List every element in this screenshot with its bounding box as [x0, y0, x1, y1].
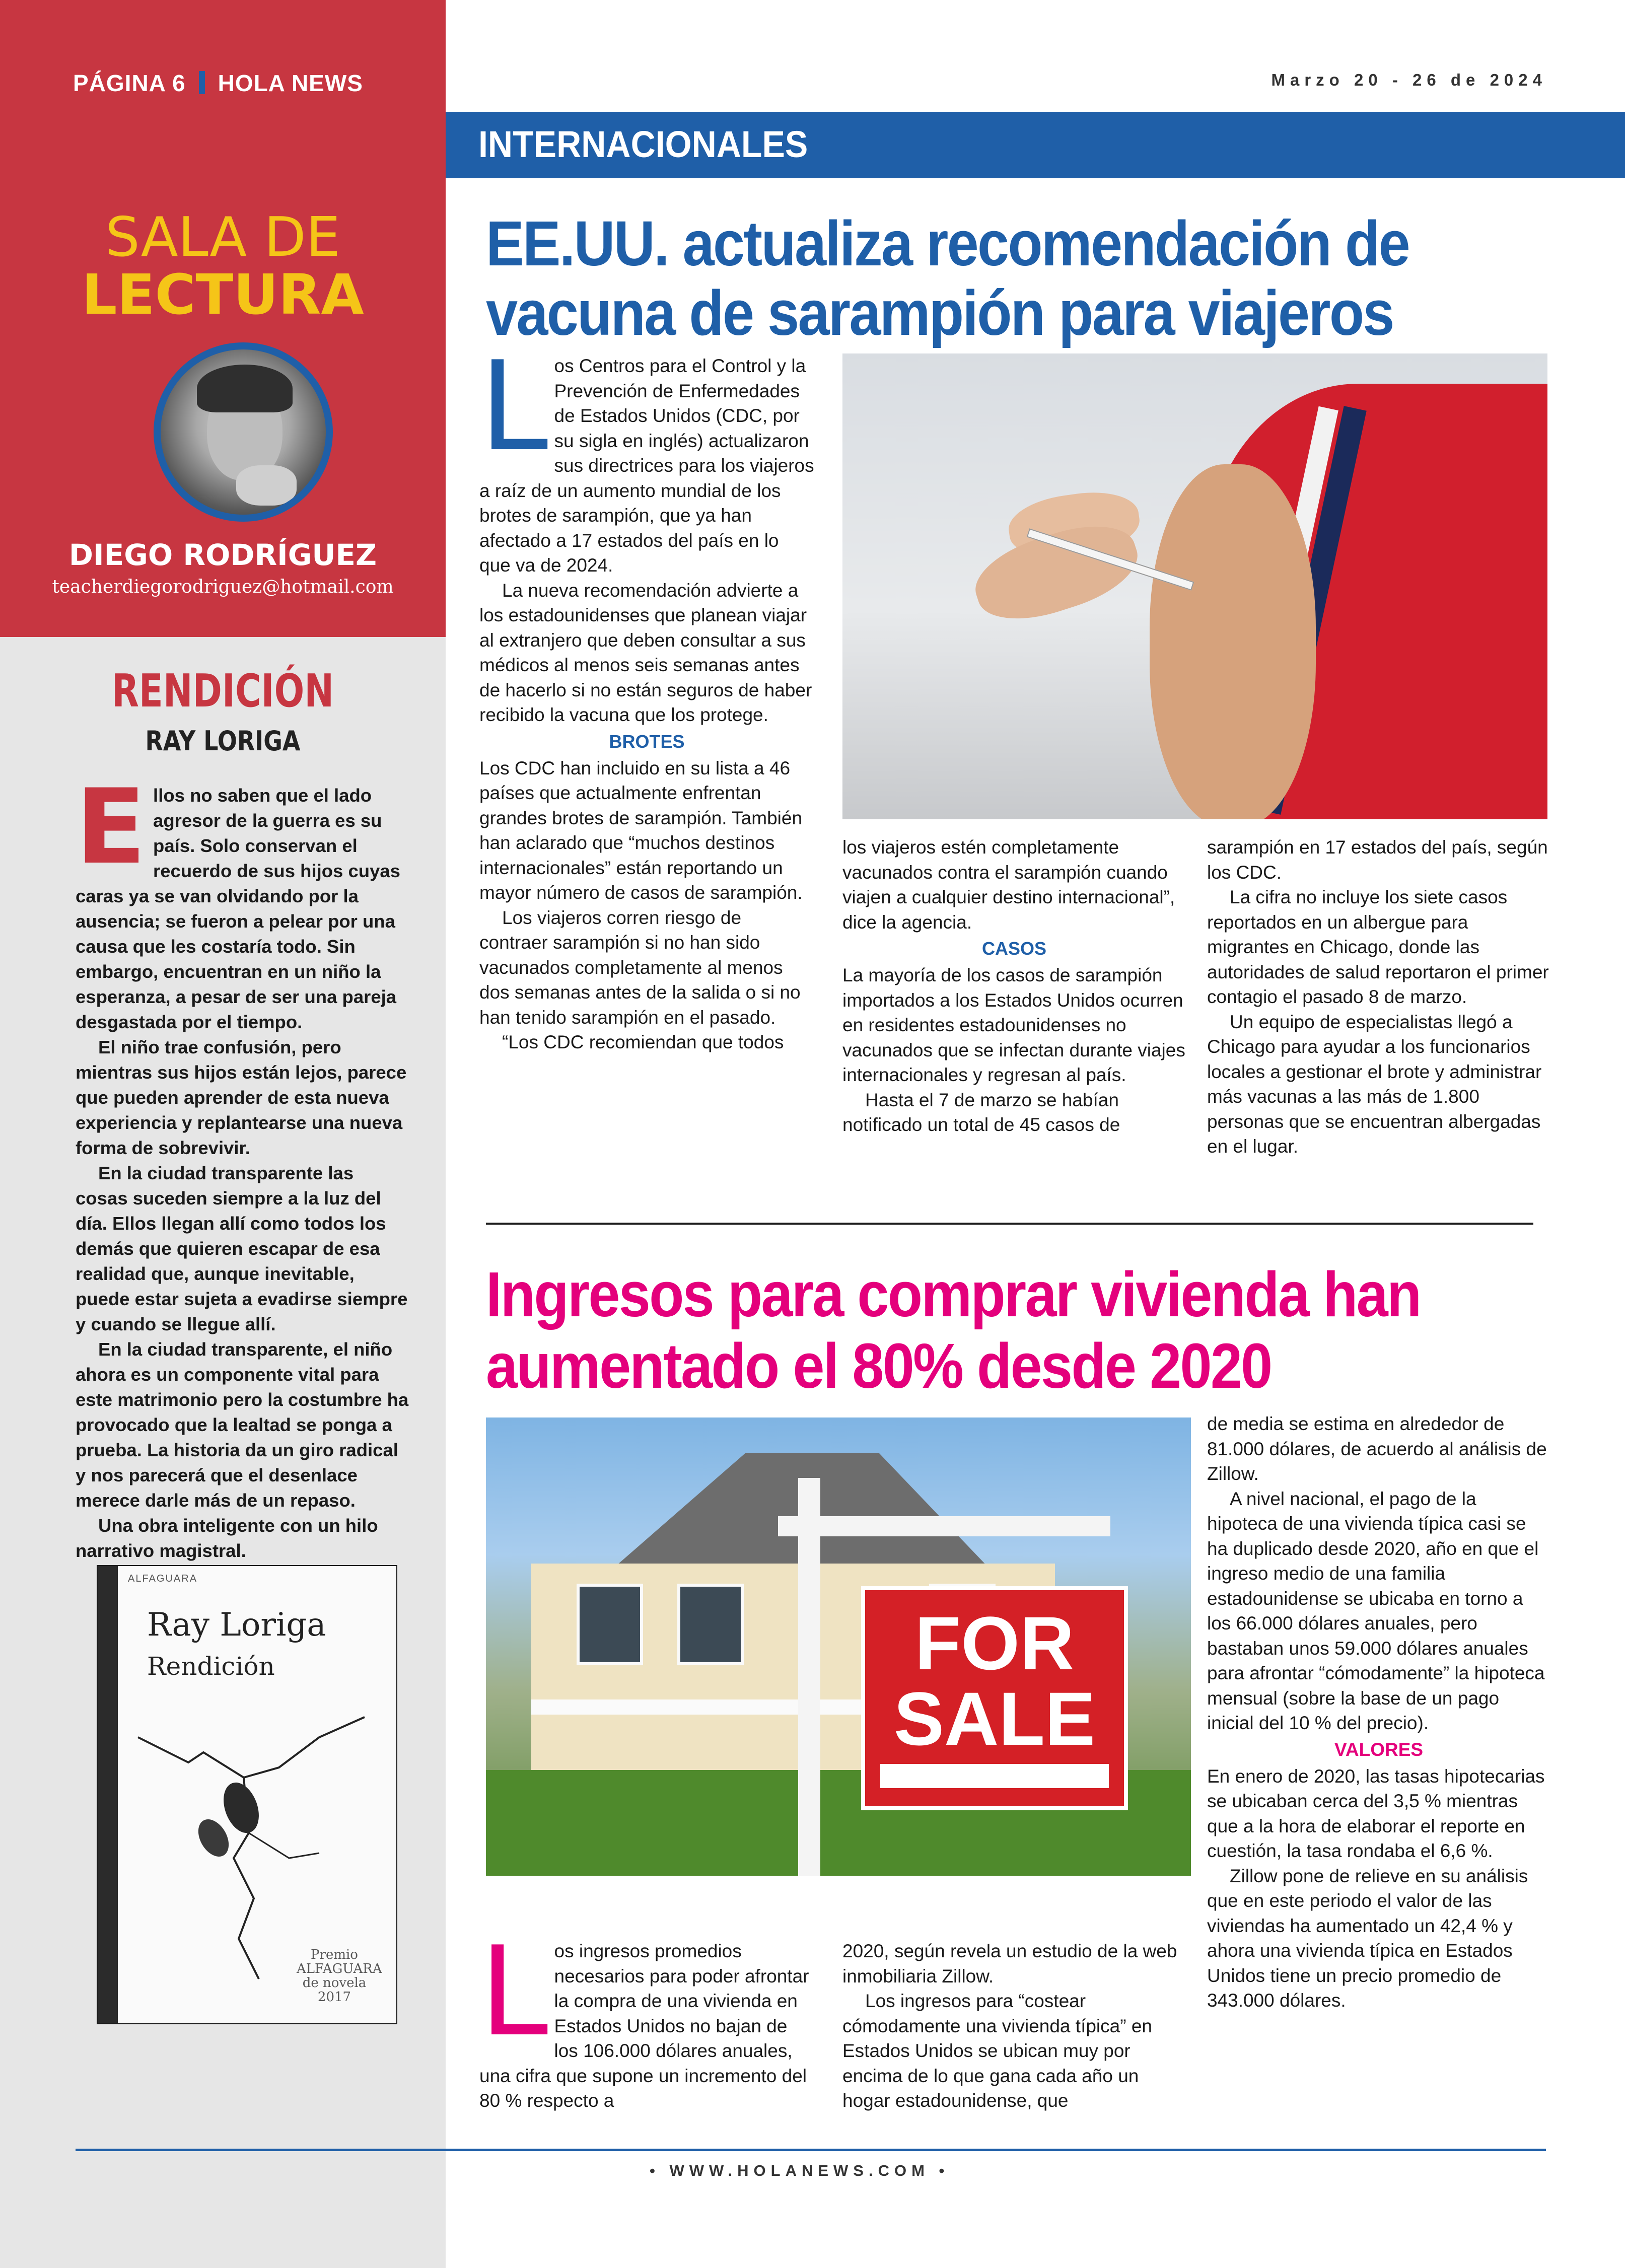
- article1-column1: [479, 335, 814, 1055]
- cover-author: Ray Loriga: [147, 1606, 326, 1644]
- article1-headline: EE.UU. actualiza recomendación de vacuna de sarampión para viajeros: [486, 208, 1409, 348]
- sign-white-bar: [880, 1764, 1109, 1788]
- article-paragraph: Los ingresos promedios necesarios para poder afrontar la compra de una vivienda en Estados Unidos no bajan de los 106.000 dólares anuales, una cifra que supone un incremento del 80 % respecto a: [479, 1920, 809, 2111]
- article-paragraph: A nivel nacional, el pago de la hipoteca de una vivienda típica casi se ha duplicado desde 2020, año en que el ingreso medio de una familia estadounidense se ubicaba en torno a los 66.000 dólares anuales, pero bastaban unos 59.000 dólares anuales para afrontar “cómodamente” la hipoteca mensual (sobre la base de un pago inicial del 10 % del precio).: [1207, 1488, 1545, 1733]
- article2-column1: [479, 1920, 814, 2113]
- photo-sign-beam: [778, 1516, 1110, 1536]
- article-paragraph: Un equipo de especialistas llegó a Chicago para ayudar a los funcionarios locales a gestionar el brote y administrar más vacunas a las más de 1.800 personas que se encuentran albergadas en el lugar.: [1207, 1011, 1542, 1157]
- page-label: [73, 69, 363, 97]
- book-spine: [98, 1566, 118, 2023]
- photo-window: [577, 1584, 643, 1665]
- footer-rule: [76, 2149, 1546, 2151]
- photo-sign-post: [798, 1478, 820, 1876]
- for-sale-sign-text: FOR SALE: [893, 1601, 1096, 1761]
- cover-title: Rendición: [147, 1652, 275, 1681]
- article-paragraph: Los ingresos para “costear cómodamente una vivienda típica” en Estados Unidos se ubican muy por encima de lo que gana cada año un hogar estadounidense, que: [842, 1991, 1152, 2111]
- publication-name: HOLA NEWS: [218, 70, 363, 96]
- column-title-line2: LECTURA: [82, 262, 364, 327]
- article1-column3: [1207, 835, 1550, 1159]
- subheading-valores: VALORES: [1334, 1739, 1424, 1760]
- author-portrait: [161, 349, 326, 515]
- article-paragraph: 2020, según revela un estudio de la web inmobiliaria Zillow.: [842, 1941, 1177, 1987]
- article-paragraph: En enero de 2020, las tasas hipotecarias se ubicaban cerca del 3,5 % mientras que a la hora de elaborar el reporte en cuestión, la tasa rondaba el 6,6 %.: [1207, 1765, 1545, 1861]
- cover-prize: Premio ALFAGUARA de novela 2017: [297, 1947, 382, 2005]
- photo-roof: [546, 1453, 990, 1569]
- page-number: PÁGINA 6: [73, 70, 186, 96]
- author-email[interactable]: teacherdiegorodriguez@hotmail.com: [52, 577, 394, 597]
- article-paragraph: La cifra no incluye los siete casos reportados en un albergue para migrantes en Chicago, donde las autoridades de salud reportaron el primer contagio el pasado 8 de marzo.: [1207, 887, 1549, 1007]
- vaccination-photo: [842, 353, 1547, 819]
- subheading-brotes: BROTES: [609, 731, 685, 752]
- cover-publisher: ALFAGUARA: [128, 1573, 198, 1584]
- house-for-sale-photo: [486, 1418, 1191, 1876]
- photo-window: [677, 1584, 744, 1665]
- review-paragraph: El niño trae confusión, pero mientras sus hijos están lejos, parece que pueden aprender de esta nueva experiencia y replantearse una nueva forma de sobrevivir.: [76, 1037, 407, 1158]
- author-name: DIEGO RODRÍGUEZ: [68, 538, 377, 572]
- review-paragraph: Ellos no saben que el lado agresor de la guerra es su país. Solo conservan el recuerdo de sus hijos cuyas caras ya se van olvidando por la ausencia; se fueron a pelear por una causa que les costaría todo. Sin embargo, encuentran en un niño la esperanza, a pesar de ser una pareja desgastada por el tiempo.: [76, 767, 400, 1032]
- article-paragraph: Los Centros para el Control y la Prevención de Enfermedades de Estados Unidos (CDC, por su sigla en inglés) actualizaron sus directrices para los viajeros a raíz de un aumento mundial de los brotes de sarampión, que ya han afectado a 17 estados del país en lo que va de 2024.: [479, 335, 814, 576]
- review-paragraph: Una obra inteligente con un hilo narrativo magistral.: [76, 1515, 378, 1561]
- article-paragraph: Los CDC han incluido en su lista a 46 países que actualmente enfrentan grandes brotes de sarampión. También han aclarado que “muchos destinos internacionales” están reportando un mayor número de casos de sarampión.: [479, 757, 803, 903]
- review-paragraph: En la ciudad transparente, el niño ahora es un componente vital para este matrimonio pero la costumbre ha provocado que la lealtad se ponga a prueba. La historia da un giro radical y nos parecerá que el desenlace merece darle más de un repaso.: [76, 1339, 409, 1511]
- article-paragraph: La mayoría de los casos de sarampión importados a los Estados Unidos ocurren en residentes estadounidenses no vacunados que se infectan durante viajes internacionales y regresan al país.: [842, 965, 1185, 1085]
- article-paragraph: La nueva recomendación advierte a los estadounidenses que planean viajar al extranjero que deben consultar a sus médicos al menos seis semanas antes de hacerlo si no están seguros de haber recibido la vacuna que los protege.: [479, 580, 812, 725]
- footer-url[interactable]: • WWW.HOLANEWS.COM •: [650, 2162, 950, 2179]
- section-label: INTERNACIONALES: [478, 123, 808, 165]
- review-dropcap: E: [76, 767, 147, 887]
- portrait-hair: [197, 365, 293, 412]
- subheading-casos: CASOS: [981, 938, 1047, 959]
- book-review-text: [76, 767, 410, 1564]
- article2-dropcap: L: [479, 1920, 548, 2064]
- article2-column2: [842, 1939, 1186, 2113]
- photo-arm: [1150, 464, 1316, 819]
- article-paragraph: de media se estima en alrededor de 81.000 dólares, de acuerdo al análisis de Zillow.: [1207, 1413, 1547, 1484]
- book-title: RENDICIÓN: [111, 665, 334, 718]
- for-sale-sign: [861, 1586, 1128, 1810]
- article2-headline: Ingresos para comprar vivienda han aumentado el 80% desde 2020: [486, 1259, 1421, 1401]
- article1-column2: [842, 835, 1186, 1138]
- review-paragraph: En la ciudad transparente las cosas suceden siempre a la luz del día. Ellos llegan allí como todos los demás que quieren escapar de esa realidad que, aunque inevitable, puede estar sujeta a evadirse siempre y cuando se llegue allí.: [76, 1163, 408, 1334]
- article-paragraph: “Los CDC recomiendan que todos: [502, 1032, 784, 1052]
- article-divider: [486, 1223, 1533, 1225]
- article-paragraph: Zillow pone de relieve en su análisis que en este periodo el valor de las viviendas ha aumentado un 42,4 % y ahora una vivienda típica en Estados Unidos tiene un precio promedio de 343.000 dólares.: [1207, 1865, 1528, 2011]
- article-paragraph: Los viajeros corren riesgo de contraer sarampión si no han sido vacunados completamente al menos dos semanas antes de la salida o si no han tenido sarampión en el pasado.: [479, 907, 801, 1028]
- column-title-line1: SALA DE: [105, 206, 340, 269]
- separator-bar: [199, 71, 205, 94]
- author-photo: [154, 342, 333, 522]
- article-paragraph: los viajeros estén completamente vacunados contra el sarampión cuando viajen a cualquier destino internacional”, dice la agencia.: [842, 837, 1175, 933]
- portrait-hand: [236, 465, 297, 506]
- cover-crack-illustration: [128, 1707, 380, 1989]
- book-cover-image: [97, 1565, 397, 2024]
- article2-column3: [1207, 1411, 1550, 2013]
- article-paragraph: Hasta el 7 de marzo se habían notificado un total de 45 casos de: [842, 1089, 1120, 1135]
- issue-date: Marzo 20 - 26 de 2024: [1271, 70, 1547, 89]
- article-paragraph: sarampión en 17 estados del país, según los CDC.: [1207, 837, 1548, 883]
- article1-dropcap: L: [479, 335, 548, 478]
- book-author: RAY LORIGA: [145, 725, 301, 757]
